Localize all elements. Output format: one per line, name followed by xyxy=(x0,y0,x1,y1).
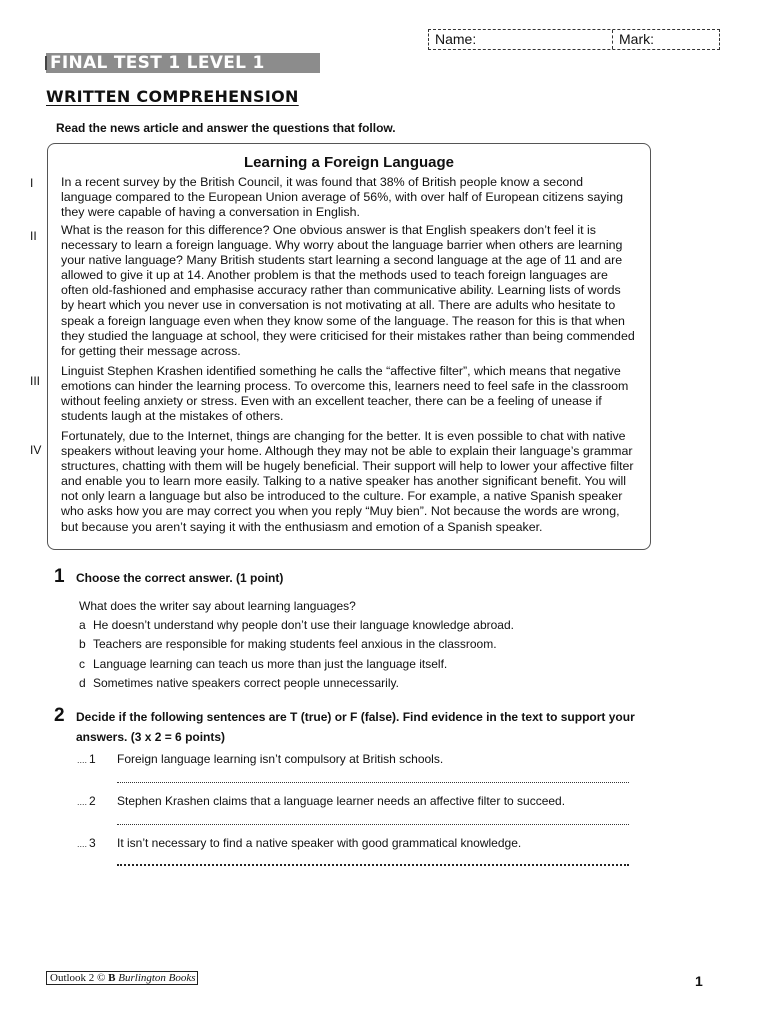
question-number: 2 xyxy=(54,705,65,726)
name-mark-box xyxy=(428,29,720,50)
paragraph-numeral: I xyxy=(30,176,34,190)
option-text[interactable]: Language learning can teach us more than just the language itself. xyxy=(93,657,448,671)
question-text: What does the writer say about learning languages? xyxy=(79,599,356,613)
tf-statement: It isn’t necessary to find a native speaker with good grammatical knowledge. xyxy=(117,836,522,850)
paragraph-numeral: IV xyxy=(30,443,42,457)
footer-copyright xyxy=(46,971,198,985)
option-text[interactable]: Teachers are responsible for making students feel anxious in the classroom. xyxy=(93,637,497,651)
tf-answer-blank[interactable]: .... xyxy=(77,755,88,765)
tf-item-number: 2 xyxy=(89,794,96,808)
evidence-answer-line[interactable] xyxy=(117,864,629,866)
question-instruction: Decide if the following sentences are T (true) or F (false). Find evidence in the text to support your xyxy=(76,710,635,724)
question-instruction: answers. (3 x 2 = 6 points) xyxy=(76,730,226,744)
option-letter: a xyxy=(79,618,86,632)
tf-answer-blank[interactable]: .... xyxy=(77,797,88,807)
article-title: Learning a Foreign Language xyxy=(243,154,455,171)
title-marker xyxy=(45,56,47,70)
section-heading: WRITTEN COMPREHENSION xyxy=(46,87,299,106)
option-text[interactable]: He doesn’t understand why people don’t use their language knowledge abroad. xyxy=(93,618,514,632)
option-letter: d xyxy=(79,676,86,690)
tf-answer-blank[interactable]: .... xyxy=(77,839,88,849)
question-instruction: Choose the correct answer. (1 point) xyxy=(76,571,284,585)
option-letter: b xyxy=(79,637,86,651)
article-paragraph: What is the reason for this difference? One obvious answer is that English speakers don’t feel it is necessary to learn a foreign language. Why worry about the language barrier when others are learning your native language? Many British students start learning a second language at the age of 11 and are allowed to give it up at 14. Another problem is that the methods used to teach foreign languages are often old-fashioned and emphasise accuracy rather than communicative ability. Learning lists of words by heart which you never use in conversation is not motivating at all. There are adults who hesitate to speak a foreign language even when they know some of the language. The reason for this is that when they studied the language at school, they were criticised for their mistakes rather than being commended for getting their message across. xyxy=(61,223,635,358)
article-paragraph: Fortunately, due to the Internet, things are changing for the better. It is even possible to chat with native speakers without leaving your home. Although they may not be able to explain their language’s grammar structures, chatting with them will be hugely beneficial. Their support will help to lower your affective filter and enable you to learn more easily. Talking to a native speaker has another significant benefit. You will not only learn a language but also be introduced to the culture. For example, a native Spanish speaker who asks how you are may correct you when you reply “Muy bien”. Not because the words are wrong, but because you aren’t saying it with the enthusiasm and emotion of a Spanish speaker. xyxy=(61,429,634,534)
copyright-text: Outlook 2 © xyxy=(50,972,109,984)
test-title xyxy=(46,53,320,73)
test-title-text: FINAL TEST 1 LEVEL 1 xyxy=(50,53,265,73)
question-number: 1 xyxy=(54,566,65,587)
page-number: 1 xyxy=(695,973,703,989)
tf-item-number: 3 xyxy=(89,836,96,850)
evidence-answer-line[interactable] xyxy=(117,824,629,825)
tf-statement: Foreign language learning isn’t compulsory at British schools. xyxy=(117,752,444,766)
name-label: Name: xyxy=(435,31,477,47)
article-paragraph: Linguist Stephen Krashen identified something he calls the “affective filter”, which means that negative emotions can hinder the learning process. To overcome this, learners need to feel safe in the classroom without feeling anxiety or stress. Even with an excellent teacher, there can be a feeling of unease if students laugh at the mistakes of others. xyxy=(61,364,629,424)
article-instruction: Read the news article and answer the questions that follow. xyxy=(56,121,396,135)
mark-label: Mark: xyxy=(619,31,654,47)
evidence-answer-line[interactable] xyxy=(117,782,629,783)
publisher-logo: B xyxy=(108,972,116,984)
tf-statement: Stephen Krashen claims that a language learner needs an affective filter to succeed. xyxy=(117,794,566,808)
tf-item-number: 1 xyxy=(89,752,96,766)
option-text[interactable]: Sometimes native speakers correct people unnecessarily. xyxy=(93,676,399,690)
publisher-name: Burlington Books xyxy=(118,972,196,984)
paragraph-numeral: III xyxy=(30,374,41,388)
name-mark-divider xyxy=(612,30,613,49)
option-letter: c xyxy=(79,657,85,671)
article-paragraph: In a recent survey by the British Council, it was found that 38% of British people know a second language compared to the European Union average of 56%, with over half of European citizens saying they were capable of having a conversation in English. xyxy=(61,175,624,220)
paragraph-numeral: II xyxy=(30,229,37,243)
